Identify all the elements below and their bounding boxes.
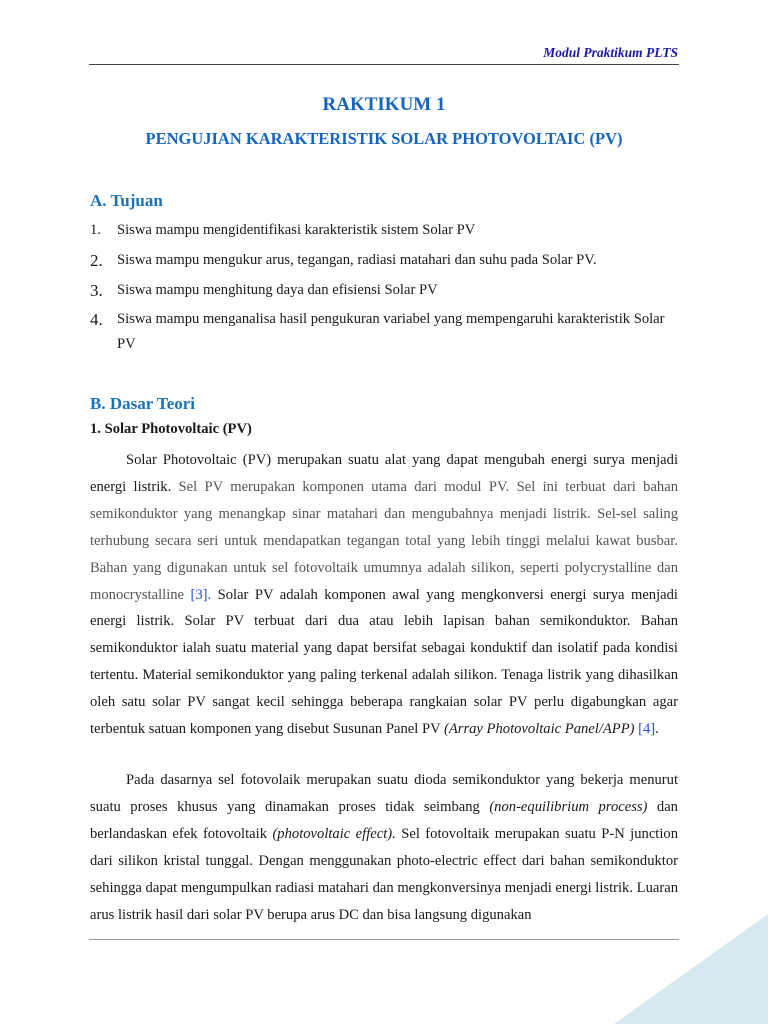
objective-number: 3. — [90, 281, 103, 300]
page-title: RAKTIKUM 1 — [322, 94, 446, 115]
sentence: dan berlandaskan efek fotovoltaik — [90, 798, 678, 842]
sentence: Sel fotovoltaik merupakan suatu P-N junction dari silikon kristal tunggal. Dengan menggunakan photo-electric effect dari bahan semikonduktor sehingga dapat mengumpulkan radiasi matahari dan mengkonversinya menjadi energi listrik. Luaran arus listrik hasil dari solar PV berupa arus DC dan bisa langsung digunakan — [90, 825, 679, 923]
section-heading-tujuan: A. Tujuan — [90, 191, 163, 210]
sentence: Solar Photovoltaic (PV) merupakan suatu alat yang dapat mengubah energi surya menjadi energi listrik. — [90, 452, 678, 495]
paragraph — [90, 447, 678, 743]
italic-term: (Array Photovoltaic Panel/APP) — [444, 721, 635, 738]
footer-rule — [89, 939, 679, 940]
objective-number: 1. — [90, 222, 101, 238]
objective-number: 2. — [90, 251, 103, 270]
objective-item — [90, 218, 680, 243]
objective-item — [90, 248, 680, 273]
page-subtitle: PENGUJIAN KARAKTERISTIK SOLAR PHOTOVOLTAIC (PV) — [145, 129, 623, 148]
objective-number: 4. — [90, 310, 103, 329]
citation-link[interactable]: [3]. — [190, 586, 212, 603]
sentence: Solar PV adalah komponen awal yang mengkonversi energi surya menjadi energi listrik. Solar PV terbuat dari dua atau lebih lapisan bahan semikonduktor. Bahan semikonduktor ialah suatu material yang dapat bersifat sebagai konduktif dan isolatif pada kondisi tertentu. Material semikonduktor yang paling terkenal adalah silikon. Tenaga listrik yang dihasilkan oleh satu solar PV sangat kecil sehingga beberapa rangkaian solar PV perlu digabungkan agar terbentuk satuan komponen yang disebut Susunan Panel PV — [90, 586, 678, 738]
running-header: Modul Praktikum PLTS — [543, 45, 678, 60]
paragraph — [90, 767, 678, 928]
period: . — [655, 721, 659, 738]
section-heading-dasar-teori: B. Dasar Teori — [90, 394, 196, 413]
subsection-heading: 1. Solar Photovoltaic (PV) — [90, 421, 252, 437]
italic-term: (photovoltaic effect). — [272, 825, 396, 842]
objective-text: Siswa mampu menganalisa hasil pengukuran variabel yang mempengaruhi karakteristik Solar PV — [117, 311, 665, 352]
sentence-cited: Sel PV merupakan komponen utama dari modul PV. Sel ini terbuat dari bahan semikonduktor yang menangkap sinar matahari dan mengubahnya menjadi listrik. Sel-sel saling terhubung secara seri untuk mendapatkan tegangan total yang lebih tinggi melalui kawat busbar. Bahan yang digunakan untuk sel fotovoltaik umumnya adalah silikon, seperti polycrystalline dan monocrystalline — [90, 478, 678, 603]
corner-decoration — [614, 914, 768, 1024]
objective-text: Siswa mampu mengukur arus, tegangan, radiasi matahari dan suhu pada Solar PV. — [117, 252, 597, 268]
objective-text: Siswa mampu menghitung daya dan efisiensi Solar PV — [117, 282, 438, 298]
header-rule — [89, 64, 679, 65]
italic-term: (non-equilibrium process) — [489, 798, 648, 815]
objective-text: Siswa mampu mengidentifikasi karakteristik sistem Solar PV — [117, 222, 476, 238]
objective-item — [90, 307, 680, 357]
citation-link[interactable]: [4] — [638, 721, 656, 738]
objective-item — [90, 278, 680, 303]
sentence: Pada dasarnya sel fotovolaik merupakan suatu dioda semikonduktor yang bekerja menurut suatu proses khusus yang dinamakan proses tidak seimbang — [90, 772, 678, 815]
